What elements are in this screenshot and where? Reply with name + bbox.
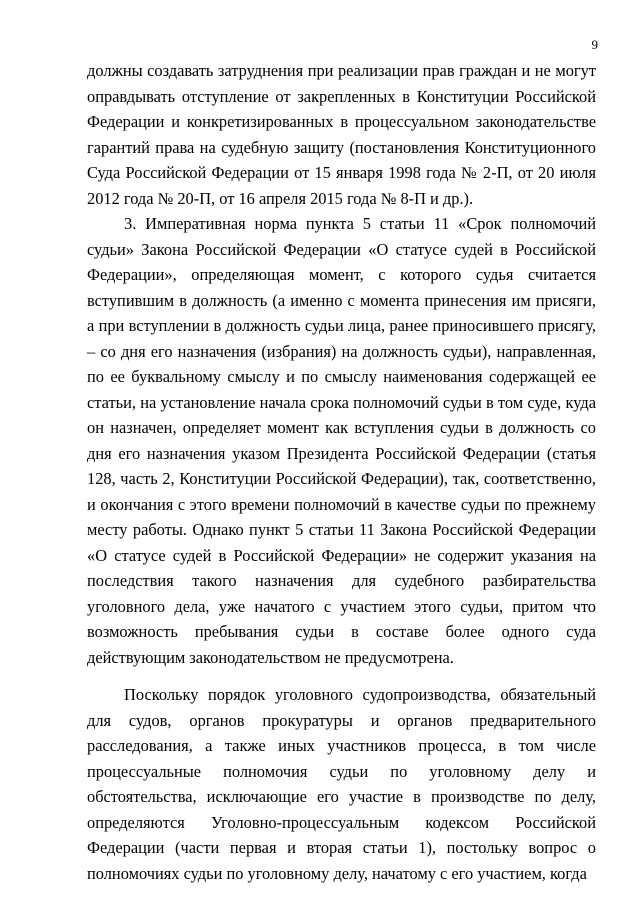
- paragraph-point-3: 3. Императивная норма пункта 5 статьи 11 «Срок полномочий судьи» Закона Российской Федерации «О статусе судей в Российской Федерации», определяющая момент, с которого судья считается вступившим в должность (а именно с момента принесения им присяги, а при вступлении в должность судьи лица, ранее приносившего присягу, – со дня его назначения (избрания) на должность судьи), направленная, по ее буквальному смыслу и по смыслу наименования содержащей ее статьи, на установление начала срока полномочий судьи в том суде, куда он назначен, определяет момент как вступления судьи в должность со дня его назначения указом Президента Российской Федерации (статья 128, часть 2, Конституции Российской Федерации), так, соответственно, и окончания с этого времени полномочий в качестве судьи по прежнему месту работы. Однако пункт 5 статьи 11 Закона Российской Федерации «О статусе судей в Российской Федерации» не содержит указания на последствия такого назначения для судебного разбирательства уголовного дела, уже начатого с участием этого судьи, притом что возможность пребывания судьи в составе более одного суда действующим законодательством не предусмотрена.: [87, 214, 596, 667]
- paragraph-continuation: должны создавать затруднения при реализации прав граждан и не могут оправдывать отступление от закрепленных в Конституции Российской Федерации и конкретизированных в процессуальном законодательстве гарантий права на судебную защиту (постановления Конституционного Суда Российской Федерации от 15 января 1998 года № 2-П, от 20 июля 2012 года № 20-П, от 16 апреля 2015 года № 8-П и др.).: [87, 61, 596, 208]
- page-number: 9: [591, 37, 598, 52]
- document-body: [87, 58, 596, 886]
- paragraph-criminal-procedure: Поскольку порядок уголовного судопроизводства, обязательный для судов, органов прокуратуры и органов предварительного расследования, а также иных участников процесса, в том числе процессуальные полномочия судьи по уголовному делу и обстоятельства, исключающие его участие в производстве по делу, определяются Уголовно-процессуальным кодексом Российской Федерации (части первая и вторая статьи 1), постольку вопрос о полномочиях судьи по уголовному делу, начатому с его участием, когда: [87, 685, 596, 883]
